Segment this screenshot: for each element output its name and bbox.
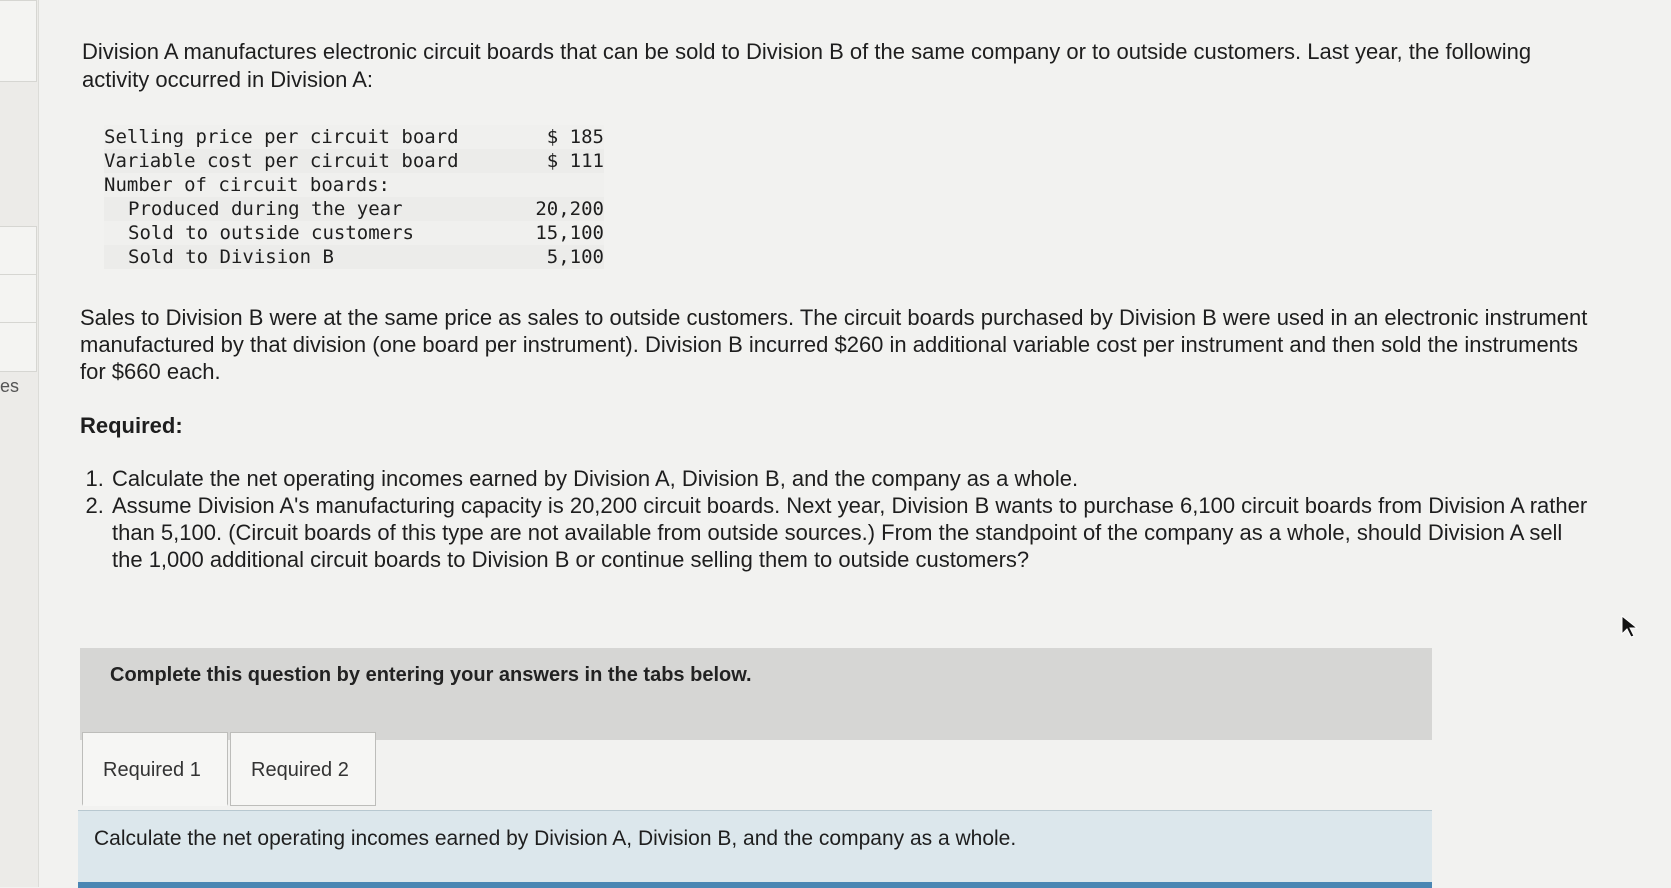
required-heading: Required: [80,413,183,438]
table-row [104,125,604,149]
panel-bottom-bar [78,882,1432,888]
row-value: $ 185 [474,125,604,149]
mouse-pointer-icon [1620,614,1640,638]
tab-panel-text: Calculate the net operating incomes earned by Division A, Division B, and the company as a whole. [94,827,1017,850]
table-row [104,245,604,269]
row-label: Produced during the year [104,197,474,221]
rail-box [0,0,37,82]
instruction-box [80,648,1432,740]
row-label: Number of circuit boards: [104,173,474,197]
instruction-text: Complete this question by entering your answers in the tabs below. [110,664,752,686]
rail-box [0,226,37,276]
row-value: 5,100 [474,245,604,269]
row-value: 15,100 [474,221,604,245]
row-label: Sold to outside customers [104,221,474,245]
intro-paragraph: Division A manufactures electronic circuit boards that can be sold to Division B of the same company or to outside customers. Last year, the following activity occurred in Division A: [82,39,1532,92]
row-value: $ 111 [474,149,604,173]
row-label: Selling price per circuit board [104,125,474,149]
activity-table [104,125,604,269]
tab-panel [78,810,1432,888]
row-value [474,173,604,197]
left-rail [0,0,39,887]
requirement-item: 1. Calculate the net operating incomes earned by Division A, Division B, and the company as a whole. [110,465,1590,492]
row-label: Variable cost per circuit board [104,149,474,173]
rail-box [0,274,37,324]
rail-box [0,322,37,372]
table-row [104,149,604,173]
requirement-item: 2. Assume Division A's manufacturing capacity is 20,200 circuit boards. Next year, Division B wants to purchase 6,100 circuit boards from Division A rather than 5,100. (Circuit boards of this type are not available from outside sources.) From the standpoint of the company as a whole, should Division A sell the 1,000 additional circuit boards to Division B or continue selling them to outside customers? [110,492,1590,573]
tab-required-2[interactable]: Required 2 [230,732,376,806]
requirements-list [80,465,1590,573]
row-label: Sold to Division B [104,245,474,269]
row-value: 20,200 [474,197,604,221]
tab-required-1[interactable]: Required 1 [82,732,228,806]
table-row [104,221,604,245]
table-row [104,173,604,197]
table-row [104,197,604,221]
rail-label: es [0,376,20,396]
sales-paragraph: Sales to Division B were at the same price as sales to outside customers. The circuit boards purchased by Division B were used in an electronic instrument manufactured by that division (one board per instrument). Division B incurred $260 in additional variable cost per instrument and then sold the instruments for $660 each. [80,305,1588,384]
